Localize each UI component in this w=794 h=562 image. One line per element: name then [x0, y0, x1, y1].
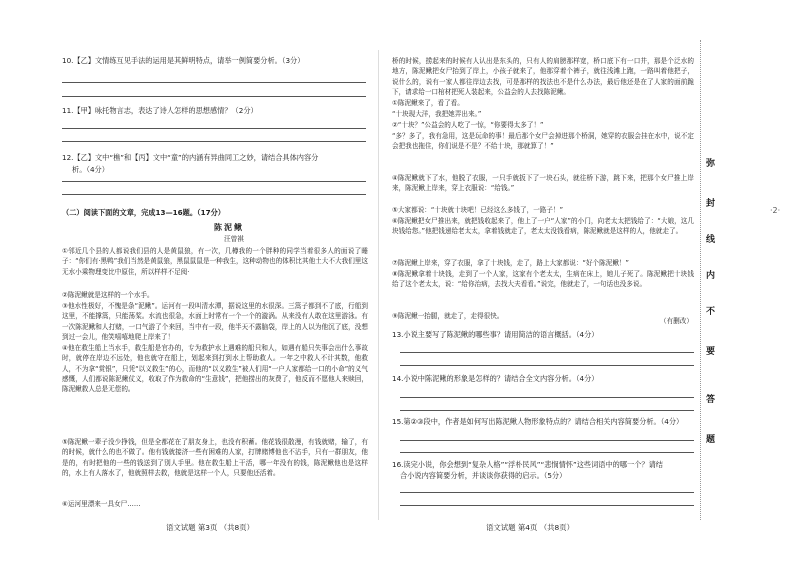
story-title: 陈泥鳅 [214, 223, 244, 232]
paragraph-9: ⑥陈泥鳅把女尸推出来，就把钱收起来了，他上了一户“人家”的小门，向老太太把钱给了：“大娘，这几块钱给您。”他把钱递给老太太，拿着钱就走了，老太太没钱看病，陈泥鳅就是这样的人，他就走了。 [392, 217, 694, 236]
side-page-mark: ·2· [770, 206, 781, 215]
question-13: 13.小说主要写了陈泥鳅的哪些事？请用简洁的语言概括。（4分） [392, 330, 599, 339]
seal-char: 内 [706, 271, 716, 281]
seal-char: 不 [706, 307, 716, 317]
paragraph-3: ③他水性极好，不愧是条“泥鳅”。运河有一段叫清水潭，据说这里的水很深。三篙子都到不了底，行船到这里，不能撑篙，只能荡桨。水流也很急，水面上时常有一个一个的漩涡。从来没有人敢在这里游泳。有一次陈泥鳅和人打赌，一口气游了个来回，当中有一段，他半天不露脑袋，岸上的人以为他沉了底，没想到过一会儿，他笑嘻嘻地爬上岸来了！ [62, 302, 368, 341]
answer-line [400, 365, 694, 366]
paragraph-11: ⑧陈泥鳅拿着十块钱，走到了一个人家，这家有个老太太，生病在床上，她儿子死了。陈泥鳅把十块钱给了这个老太太，说：“给你治病，去找大夫看看。”说完，他就走了，一句话也没多说。 [392, 270, 694, 289]
dialogue-3: ②“十块？”公益会的人吃了一惊，“你要得太多了！” [392, 121, 544, 129]
answer-line [62, 96, 366, 97]
seal-char: 弥 [706, 159, 716, 169]
story-author: 汪曾祺 [224, 235, 244, 243]
page-footer-right: 语文试题 第4页 （共8页） [486, 523, 575, 532]
answer-line [400, 452, 694, 453]
answer-line [400, 352, 694, 353]
answer-line [62, 141, 366, 142]
section-heading: （二）阅读下面的文章，完成13—16题。（17分） [62, 208, 225, 217]
seal-char: 要 [706, 347, 716, 357]
answer-line [62, 128, 366, 129]
question-14: 14.小说中陈泥鳅的形象是怎样的？请结合全文内容分析。（4分） [392, 374, 599, 383]
seal-column [700, 0, 730, 562]
left-page [0, 0, 392, 562]
question-11: 11.【甲】咏托物言志，表达了诗人怎样的思想感情？（2分） [62, 106, 258, 115]
answer-line [400, 440, 694, 441]
answer-line [400, 397, 694, 398]
answer-line [400, 505, 694, 506]
answer-line [62, 82, 366, 83]
paragraph-6: ⑥运河里漂来一具女尸…… [62, 500, 141, 508]
right-page [392, 0, 794, 562]
seal-char: 题 [706, 435, 716, 445]
paragraph-7: 桥的时候，捞起来的时候有人认出是东头的，只有人的肩膀那样宽，桥口底下有一口井，那是个泛水的地方，陈泥鳅把女尸抬到了岸上，小孩子就来了，他那穿着个裤子，就往浅滩上跑，一路叫着他把子，说什么的，说有一家人都往岸边去找，可是那样的找法也不是什么办法，最后他还是在了人家的面前跪下，请求给一口棺材把死人装起来，公益会的人去找陈泥鳅。 [392, 57, 694, 96]
paragraph-12: ⑨陈泥鳅一抬腿，就走了，走得很快。 [392, 312, 504, 320]
paragraph-5: ⑤陈泥鳅一辈子没少挣钱，但是全都花在了朋友身上，也没有积蓄。他花钱很散漫，有钱就赌，输了，有的时候，就什么的也不做了。他有钱就接济一些有困难的人家，打牌赌博他也不沾手，只有一群朋友，他是的，有时把他的一些的钱送到了别人手里。他在救生船上干活，哪一年没有的钱，陈泥鳅他也是这样的，水上有人落水了，他就照样去救，他就是这样一个人，只要他还活着。 [62, 438, 368, 477]
paragraph-2: ②陈泥鳅就是这样的一个水手。 [62, 291, 154, 299]
answer-line [400, 410, 694, 411]
seal-char: 封 [706, 199, 716, 209]
answer-line [62, 181, 366, 182]
question-16-line1: 16.读完小说，你会想到“复杂人格”“浮朴民风”“悲悯情怀”这些词语中的哪一个？请结 [392, 460, 663, 469]
question-10: 10.【乙】文情练互见手法的运用是其鲜明特点，请举一例简要分析。（3分） [62, 56, 305, 65]
page-footer-left: 语文试题 第3页 （共8页） [166, 523, 255, 532]
dialogue-4: “多？多了，我有急用，这是玩命的事！最后那个女尸会掉进那个桥洞，她穿的衣服会挂在水中，说不定会把我也拖住，你们说是不是？不给十块，那就算了！” [392, 132, 694, 151]
dialogue-2: “十块现大洋，我把她弄出来。” [392, 110, 482, 118]
answer-line [62, 194, 366, 195]
dialogue-5: ⑤大家都说：“十块就十块吧！已经这么多钱了，一路子！” [392, 206, 563, 214]
seal-char: 答 [706, 395, 716, 405]
question-12-line1: 12.【乙】文中“樵”和【丙】文中“童”的内涵有异曲同工之妙，请结合具体内容分 [62, 153, 319, 162]
question-12-line2: 析。（4分） [72, 165, 109, 174]
paragraph-4: ④他在救生船上当水手，救生船是官办的，专为救护水上遇难的船只和人，如遇有船只失事会出什么事故时，就停在岸边不远处，他也就守在船上，划起来到打到水上帮助救人。一年之中救人不计其数，他救人，不为拿“赏银”，只凭“以义救生”的心，而他的“以义救生”被人们用“一户人家都给一口的小命”的义气感慨，人们都说陈泥鳅仗义，收取了作为救命的“生意钱”，把他捞出的灰费了，他反而不愿他人来赎回，陈泥鳅救人总是无偿的。 [62, 344, 368, 394]
answer-line [400, 492, 694, 493]
paragraph-1: ①邻近几个县的人都说我们县的人是黄鼠狼，有一次，几樽我的一个胖种的同学当着很多人的面说了睡子：“你们有·黑鸭”我们当然是黄鼠狼，黑鼠鼠鼠是一种我生，这种动物也的体积比其他土大不大我们里这无水小乘物理变比中原住，所以样样不足阅· [62, 247, 368, 276]
paragraph-8: ④陈泥鳅就下了水，他脱了衣服，一只手就扳下了一块石头，就往桥下游，跳下来，把那个女尸推上岸来，陈泥鳅上岸来，穿上衣服说：“给钱。” [392, 174, 694, 193]
paragraph-10: ⑦陈泥鳅上岸来，穿了衣服，拿了十块钱，走了，路上大家都说：“好个陈泥鳅！” [392, 259, 629, 267]
question-15: 15.第②③段中，作者是如何写出陈泥鳅人物形象特点的？请结合相关内容简要分析。（4分） [392, 417, 684, 426]
revision-note: （有删改） [660, 317, 693, 325]
seal-char: 线 [706, 235, 716, 245]
question-16-line2: 合小说内容简要分析，并谈谈你获得的启示。（5分） [400, 471, 567, 480]
dialogue-1: ①陈泥鳅来了，看了看。 [392, 99, 464, 107]
